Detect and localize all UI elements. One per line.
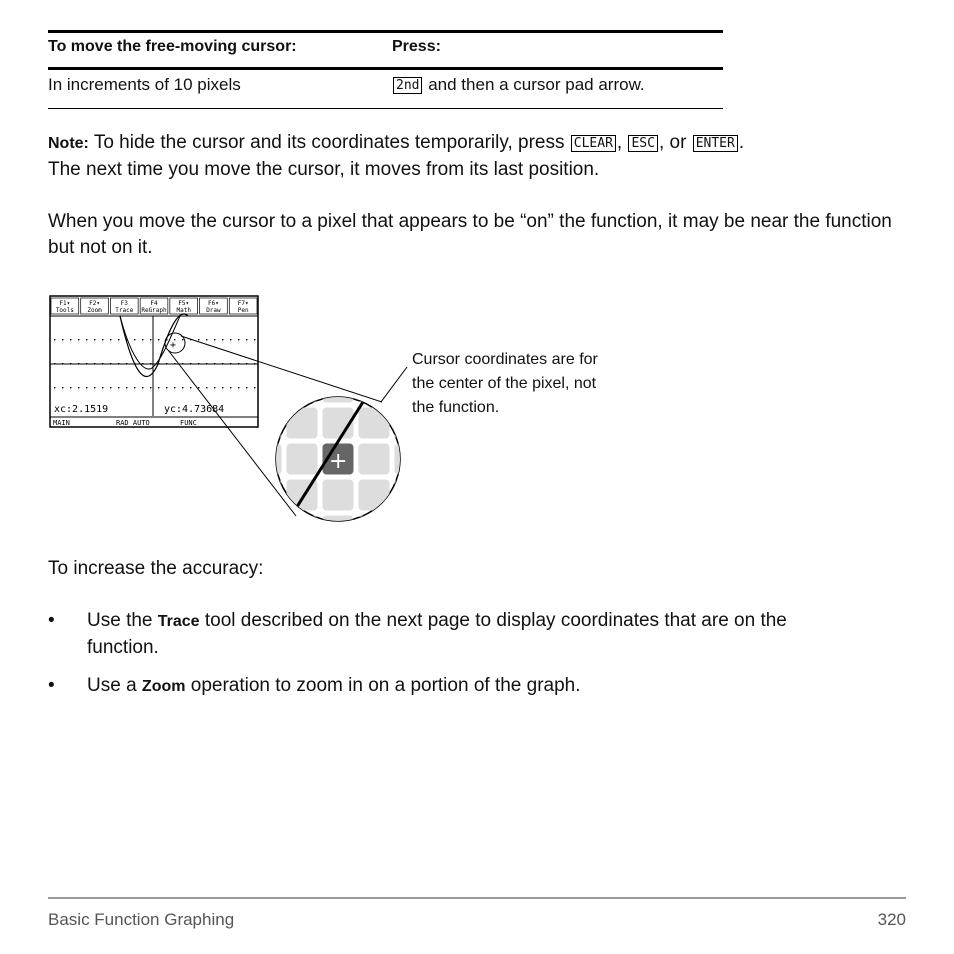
grid-dot xyxy=(174,387,175,388)
footer-section: Basic Function Graphing xyxy=(48,910,235,929)
toolbar-label: F1▾ xyxy=(59,300,71,307)
grid-dot xyxy=(174,363,175,364)
grid-dot xyxy=(166,363,167,364)
status-func: FUNC xyxy=(180,419,197,427)
grid-dot xyxy=(246,339,247,340)
toolbar-label: Draw xyxy=(206,307,221,314)
grid-dot xyxy=(134,339,135,340)
pixel-cursor-icon: + xyxy=(329,449,348,474)
grid-dot xyxy=(126,363,127,364)
pixel xyxy=(359,516,390,527)
grid-dot xyxy=(86,387,87,388)
pixel xyxy=(359,408,390,439)
note-paragraph xyxy=(48,130,918,183)
grid-dot xyxy=(78,339,79,340)
xc-readout: xc:2.1519 xyxy=(54,404,109,415)
caption-line-3: the function. xyxy=(412,399,500,416)
bullet-text: operation to zoom in on a portion of the graph. xyxy=(190,675,581,696)
grid-dot xyxy=(182,339,183,340)
grid-dot xyxy=(118,339,119,340)
grid-dot xyxy=(62,387,63,388)
pixel xyxy=(287,516,318,527)
grid-dot xyxy=(230,387,231,388)
table-row-right xyxy=(392,75,645,95)
grid-dot xyxy=(70,339,71,340)
grid-dot xyxy=(254,339,255,340)
bullet-text: Use the xyxy=(87,610,153,631)
grid-dot xyxy=(150,339,151,340)
grid-dot xyxy=(118,387,119,388)
grid-dot xyxy=(78,363,79,364)
bullet-symbol: • xyxy=(48,610,55,631)
grid-dot xyxy=(214,339,215,340)
bullet-text: Use a xyxy=(87,675,137,696)
grid-dot xyxy=(254,363,255,364)
zoom-term: Zoom xyxy=(141,678,186,695)
caption-line-2: the center of the pixel, not xyxy=(412,375,597,392)
toolbar-label: Tools xyxy=(55,307,74,314)
grid-dot xyxy=(118,363,119,364)
toolbar-label: F7▾ xyxy=(237,300,249,307)
yc-readout: yc:4.73684 xyxy=(164,404,225,415)
toolbar-label: Trace xyxy=(115,307,134,314)
key-2nd: 2nd xyxy=(393,77,422,94)
caption-line-1: Cursor coordinates are for xyxy=(412,351,598,368)
table-row-right-text: and then a cursor pad arrow. xyxy=(428,75,645,94)
note-text: To hide the cursor and its coordinates temporarily, press xyxy=(93,132,565,153)
grid-dot xyxy=(54,339,55,340)
status-rad-auto: RAD AUTO xyxy=(116,419,150,427)
grid-dot xyxy=(62,363,63,364)
pixel xyxy=(359,444,390,475)
key-esc: ESC xyxy=(628,135,657,152)
grid-dot xyxy=(206,339,207,340)
grid-dot xyxy=(198,339,199,340)
grid-dot xyxy=(246,363,247,364)
table-header-left: To move the free-moving cursor: xyxy=(48,38,297,55)
toolbar-label: Math xyxy=(176,307,191,314)
toolbar-label: ReGraph xyxy=(141,307,167,314)
grid-dot xyxy=(94,363,95,364)
grid-dot xyxy=(206,363,207,364)
status-main: MAIN xyxy=(53,419,70,427)
grid-dot xyxy=(94,387,95,388)
pixel xyxy=(251,516,282,527)
note-sep1: , xyxy=(616,132,623,153)
pixel xyxy=(359,480,390,511)
grid-dot xyxy=(198,363,199,364)
toolbar-label: F2▾ xyxy=(89,300,100,307)
footer-rule xyxy=(48,897,906,899)
accuracy-intro: To increase the accuracy: xyxy=(48,558,264,579)
table-row-left: In increments of 10 pixels xyxy=(48,75,241,94)
toolbar-label: F4 xyxy=(150,300,158,307)
grid-dot xyxy=(102,363,103,364)
grid-dot xyxy=(190,363,191,364)
grid-dot xyxy=(86,363,87,364)
pixel xyxy=(251,480,282,511)
grid-dot xyxy=(62,339,63,340)
cursor-crosshair-icon: + xyxy=(170,340,177,351)
grid-dot xyxy=(246,387,247,388)
pixel xyxy=(395,516,426,527)
note-sep2: , or xyxy=(658,132,687,153)
paragraph-on-function: When you move the cursor to a pixel that appears to be “on” the function, it may be near the function but not on it. xyxy=(48,211,892,258)
table-bottom-rule xyxy=(48,108,723,109)
toolbar-label: Pen xyxy=(237,307,249,314)
grid-dot xyxy=(230,339,231,340)
bullet-trace xyxy=(48,608,918,661)
grid-dot xyxy=(150,363,151,364)
grid-dot xyxy=(150,387,151,388)
grid-dot xyxy=(198,387,199,388)
grid-dot xyxy=(78,387,79,388)
note-line-1 xyxy=(48,130,918,157)
grid-dot xyxy=(222,363,223,364)
table-header-rule xyxy=(48,67,723,70)
grid-dot xyxy=(126,387,127,388)
grid-dot xyxy=(182,363,183,364)
grid-dot xyxy=(110,363,111,364)
trace-term: Trace xyxy=(157,613,200,630)
pixel xyxy=(323,480,354,511)
note-label: Note: xyxy=(48,135,89,152)
grid-dot xyxy=(110,339,111,340)
grid-dot xyxy=(238,387,239,388)
pixel xyxy=(359,372,390,403)
grid-dot xyxy=(54,363,55,364)
grid-dot xyxy=(230,363,231,364)
grid-dot xyxy=(102,387,103,388)
grid-dot xyxy=(166,387,167,388)
table-header-right: Press: xyxy=(392,38,441,55)
grid-dot xyxy=(214,363,215,364)
grid-dot xyxy=(70,363,71,364)
grid-dot xyxy=(142,363,143,364)
toolbar-label: F5▾ xyxy=(178,300,190,307)
grid-dot xyxy=(102,339,103,340)
grid-dot xyxy=(206,387,207,388)
key-enter: ENTER xyxy=(693,135,738,152)
grid-dot xyxy=(222,339,223,340)
grid-dot xyxy=(214,387,215,388)
grid-dot xyxy=(110,387,111,388)
note-line-2: The next time you move the cursor, it moves from its last position. xyxy=(48,159,600,180)
bullet-text-line2: function. xyxy=(87,637,159,658)
grid-dot xyxy=(142,387,143,388)
toolbar-label: Zoom xyxy=(87,307,102,314)
grid-dot xyxy=(158,387,159,388)
pixel xyxy=(287,444,318,475)
grid-dot xyxy=(158,339,159,340)
table-top-rule xyxy=(48,30,723,33)
toolbar-label: F3 xyxy=(120,300,128,307)
bullet-text: tool described on the next page to display coordinates that are on the xyxy=(204,610,787,631)
grid-dot xyxy=(190,387,191,388)
caption-pointer-line xyxy=(381,367,407,402)
grid-dot xyxy=(86,339,87,340)
grid-dot xyxy=(94,339,95,340)
pixel xyxy=(287,408,318,439)
toolbar-label: F6▾ xyxy=(208,300,219,307)
bullet-zoom xyxy=(48,673,918,700)
grid-dot xyxy=(70,387,71,388)
grid-dot xyxy=(222,387,223,388)
page-number: 320 xyxy=(877,910,906,929)
grid-dot xyxy=(134,387,135,388)
grid-dot xyxy=(238,339,239,340)
grid-dot xyxy=(54,387,55,388)
grid-dot xyxy=(238,363,239,364)
pixel xyxy=(395,480,426,511)
figure-caption xyxy=(412,348,598,420)
grid-dot xyxy=(182,387,183,388)
bullet-symbol: • xyxy=(48,675,55,696)
grid-dot xyxy=(142,339,143,340)
key-clear: CLEAR xyxy=(571,135,616,152)
grid-dot xyxy=(254,387,255,388)
note-end: . xyxy=(738,132,745,153)
